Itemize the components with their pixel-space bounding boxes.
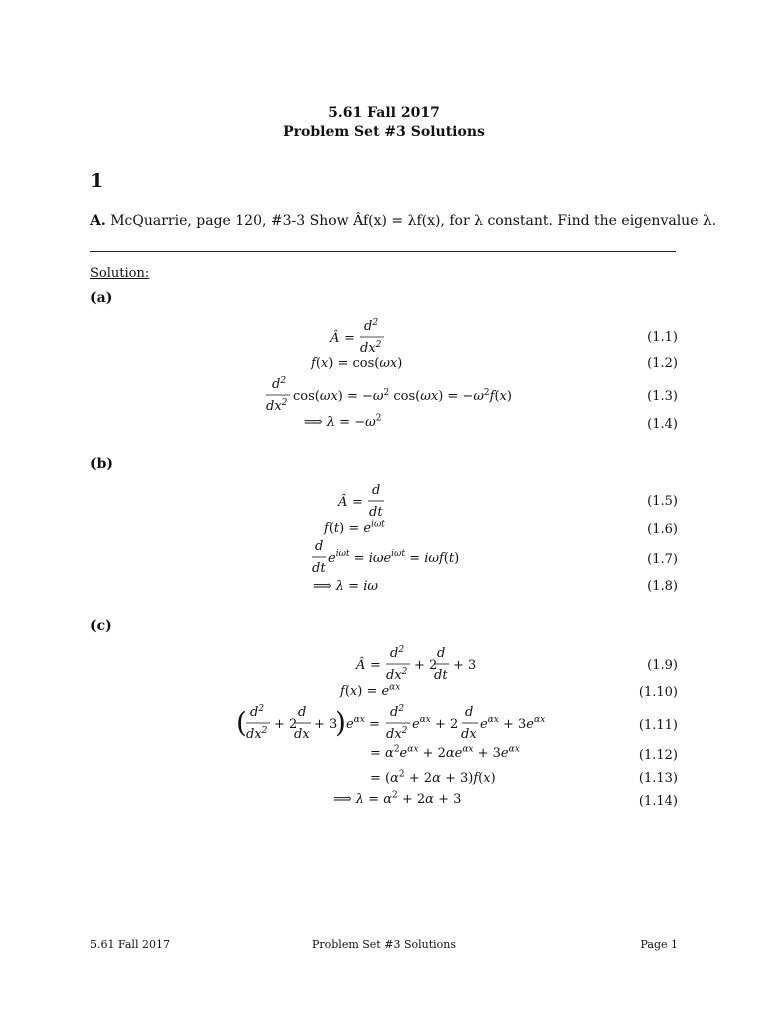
equation-number: (1.11) (638, 718, 678, 733)
svg-text:eαx + 3eαx: $e^{\alpha x} + 3e^{\alpha x}$ (480, 715, 546, 732)
footer-course: 5.61 Fall 2017 (90, 938, 170, 951)
part-a-label: (a) (90, 290, 113, 306)
equation-1-5-math (338, 482, 418, 522)
equation-1-6: $f(t) = e^{i\omega t}$ (324, 519, 385, 536)
svg-text:+ 2: + 2 (274, 717, 298, 732)
equation-1-9 (356, 645, 516, 689)
equation-number: (1.10) (638, 685, 678, 700)
equation-1-11 (236, 704, 546, 750)
equation-number: (1.9) (647, 658, 678, 673)
equation-1-12: = $\alpha^2e^{\alpha x} + 2\alpha e^{\alpha x} + 3e^{\alpha x}$ (370, 744, 520, 761)
svg-text:d: d (298, 705, 307, 720)
problem-statement (90, 213, 716, 229)
svg-text:=: = (370, 658, 381, 673)
equation-number: (1.6) (647, 522, 678, 537)
svg-text:eαx =: $e^{\alpha x}$ = (346, 715, 380, 732)
equation-number: (1.12) (638, 748, 678, 763)
svg-text:d2: $d^2$ (250, 704, 265, 720)
equation-1-3 (266, 376, 526, 420)
equation-1-10: $f(x) = e^{\alpha x}$ (340, 682, 401, 699)
svg-text:dx2: $dx^2$ (386, 726, 408, 742)
svg-text:d: d (315, 539, 324, 554)
equation-number: (1.1) (647, 330, 678, 345)
svg-text:Â: Â (330, 331, 340, 346)
equation-1-4: ⟹ $\lambda = -\omega^2$ (304, 413, 382, 430)
equation-1-13: = $(\alpha^2 + 2\alpha + 3)f(x)$ (370, 769, 496, 786)
svg-text:dx2: $dx^2$ (266, 398, 288, 414)
svg-text:d: d (372, 483, 381, 498)
svg-text:dx2: $dx^2$ (360, 340, 382, 356)
document-title-problem-set: Problem Set #3 Solutions (283, 124, 485, 140)
equation-1-14: ⟹ $\lambda = \alpha^2 + 2\alpha + 3$ (333, 790, 462, 807)
svg-text:d2: $d^2$ (364, 318, 379, 334)
svg-text:+ 3: + 3 (314, 717, 338, 732)
svg-text:d: d (437, 646, 446, 661)
svg-text:cos(ωx) = −ω2 cos(ωx) = −ω2f(x: $\cos(\omega x) = -\omega^2$ $\cos(\omega x) = -\omega^2f(x)$ (293, 388, 512, 404)
problem-label: A. (90, 213, 106, 229)
svg-text:dx2: $dx^2$ (386, 667, 408, 683)
svg-text:d2: $d^2$ (390, 645, 405, 661)
horizontal-rule (90, 251, 676, 252)
svg-text:eαx + 2: $e^{\alpha x} + 2$ (412, 715, 459, 732)
equation-number: (1.4) (647, 417, 678, 432)
equation-1-3-math (266, 376, 526, 416)
equation-1-9-math (356, 645, 516, 685)
equation-1-7 (312, 538, 492, 582)
equation-1-2: f(x) = cos(ωx) (311, 356, 403, 371)
part-b-label: (b) (90, 456, 114, 472)
svg-text:dt: dt (312, 561, 326, 576)
equation-1-8: ⟹ λ = iω (313, 579, 378, 594)
svg-text:eiωt = iωeiωt = iωf(t): $e^{i\omega t} = i\omega e^{i\omega t} = i\omega f(t)$ (328, 549, 460, 566)
section-number: 1 (90, 170, 104, 192)
equation-number: (1.2) (647, 356, 678, 371)
equation-number: (1.5) (647, 494, 678, 509)
solution-label: Solution: (90, 266, 150, 281)
document-title-course: 5.61 Fall 2017 (328, 105, 440, 121)
svg-text:=: = (344, 331, 355, 346)
svg-text:d2: $d^2$ (272, 376, 287, 392)
svg-text:): ) (335, 706, 346, 739)
footer-title: Problem Set #3 Solutions (311, 938, 456, 951)
svg-text:Â: Â (356, 658, 366, 673)
svg-text:=: = (352, 495, 363, 510)
svg-text:dx: dx (461, 727, 477, 742)
equation-number: (1.3) (647, 389, 678, 404)
svg-text:dx: dx (294, 727, 310, 742)
equation-1-7-math (312, 538, 492, 578)
svg-text:dt: dt (434, 668, 448, 683)
equation-1-1-math (330, 318, 490, 358)
equation-number: (1.7) (647, 552, 678, 567)
svg-text:Â: Â (338, 495, 348, 510)
equation-number: (1.8) (647, 579, 678, 594)
svg-text:d2: $d^2$ (390, 704, 405, 720)
svg-text:dx2: $dx^2$ (246, 726, 268, 742)
problem-text: McQuarrie, page 120, #3-3 Show Âf(x) = λf(x), for λ constant. Find the eigenvalue λ. (110, 213, 717, 229)
svg-text:d: d (465, 705, 474, 720)
footer-page-number: Page 1 (640, 938, 678, 951)
equation-1-11-math (236, 704, 546, 746)
equation-number: (1.14) (638, 794, 678, 809)
svg-text:+ 3: + 3 (453, 658, 477, 673)
svg-text:dt: dt (369, 505, 383, 520)
part-c-label: (c) (90, 618, 112, 634)
equation-number: (1.13) (638, 771, 678, 786)
svg-text:(: ( (236, 706, 247, 739)
svg-text:+ 2: + 2 (414, 658, 438, 673)
